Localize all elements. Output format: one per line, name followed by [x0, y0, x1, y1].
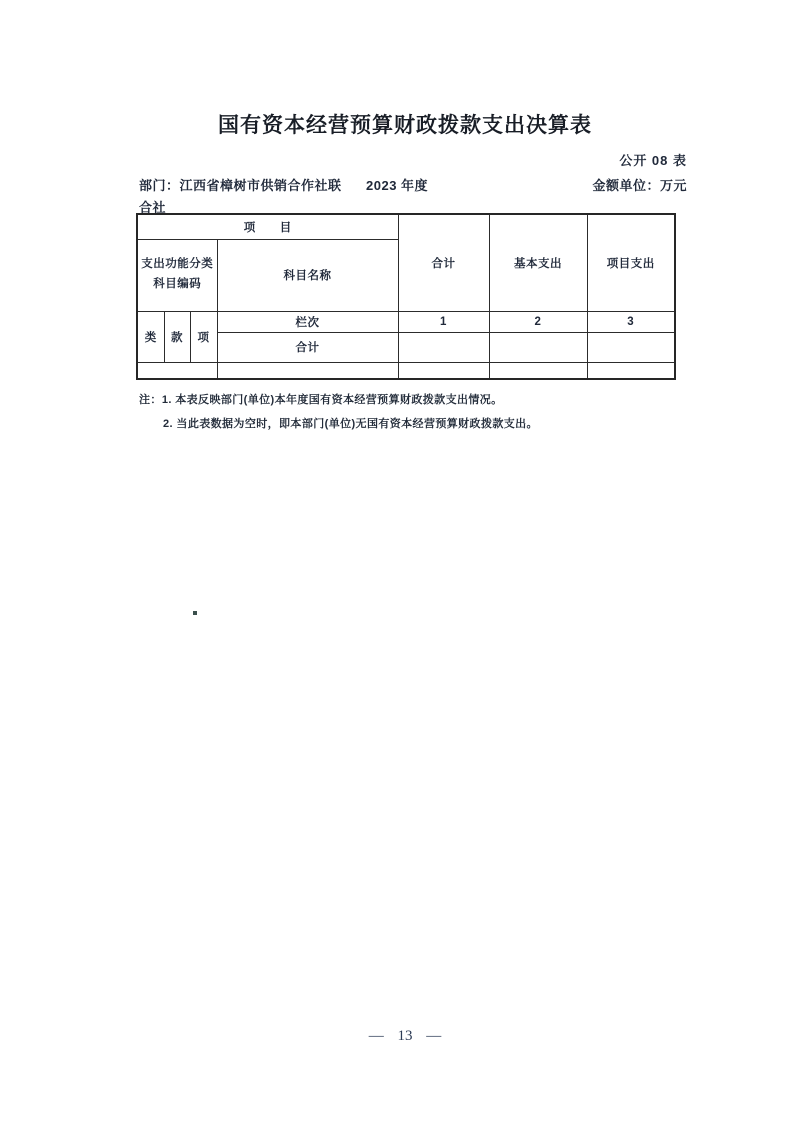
department-name-line1: 部门：江西省樟树市供销合作社联 — [139, 178, 342, 193]
row-empty-col-basic — [489, 362, 587, 379]
amount-unit: 金额单位：万元 — [592, 178, 687, 193]
lanci-number-2: 2 — [489, 311, 587, 332]
fiscal-year: 2023 年度 — [366, 178, 429, 193]
scan-artifact-dot — [193, 611, 197, 615]
budget-table — [136, 213, 676, 380]
table-row — [137, 214, 675, 239]
row-empty-subject — [217, 362, 398, 379]
lanci-number-1: 1 — [398, 311, 489, 332]
lanci-number-3: 3 — [587, 311, 675, 332]
header-func-class-line2: 科目编码 — [153, 278, 202, 290]
row-total-subject: 合计 — [217, 332, 398, 362]
header-sub-section: 款 — [164, 311, 190, 362]
footnote-2: 2. 当此表数据为空时，即本部门(单位)无国有资本经营预算财政拨款支出。 — [163, 418, 538, 430]
page-title: 国有资本经营预算财政拨款支出决算表 — [218, 114, 592, 137]
department-name-line2: 合社 — [139, 200, 167, 215]
header-func-class-line1: 支出功能分类 — [141, 258, 214, 271]
table-code: 公开 08 表 — [619, 153, 687, 168]
table-row — [137, 362, 675, 379]
footnote-prefix: 注： — [139, 394, 162, 406]
table-row — [137, 332, 675, 362]
footnote-1 — [139, 391, 503, 407]
row-empty-col-project — [587, 362, 675, 379]
header-sub-item: 项 — [190, 311, 217, 362]
row-total-col-total — [398, 332, 489, 362]
header-project-group: 项 目 — [137, 214, 398, 239]
row-empty-col-total — [398, 362, 489, 379]
row-total-col-project — [587, 332, 675, 362]
header-func-class-code — [137, 239, 217, 311]
header-col-total: 合计 — [398, 214, 489, 311]
footnote-1-text: 1. 本表反映部门(单位)本年度国有资本经营预算财政拨款支出情况。 — [161, 394, 503, 406]
header-subject-name: 科目名称 — [217, 239, 398, 311]
table-row — [137, 311, 675, 332]
page-number: — 13 — — [368, 1028, 442, 1044]
row-empty-code — [137, 362, 217, 379]
header-col-project: 项目支出 — [587, 214, 675, 311]
lanci-label: 栏次 — [217, 311, 398, 332]
header-sub-class: 类 — [137, 311, 164, 362]
row-total-col-basic — [489, 332, 587, 362]
header-col-basic: 基本支出 — [489, 214, 587, 311]
